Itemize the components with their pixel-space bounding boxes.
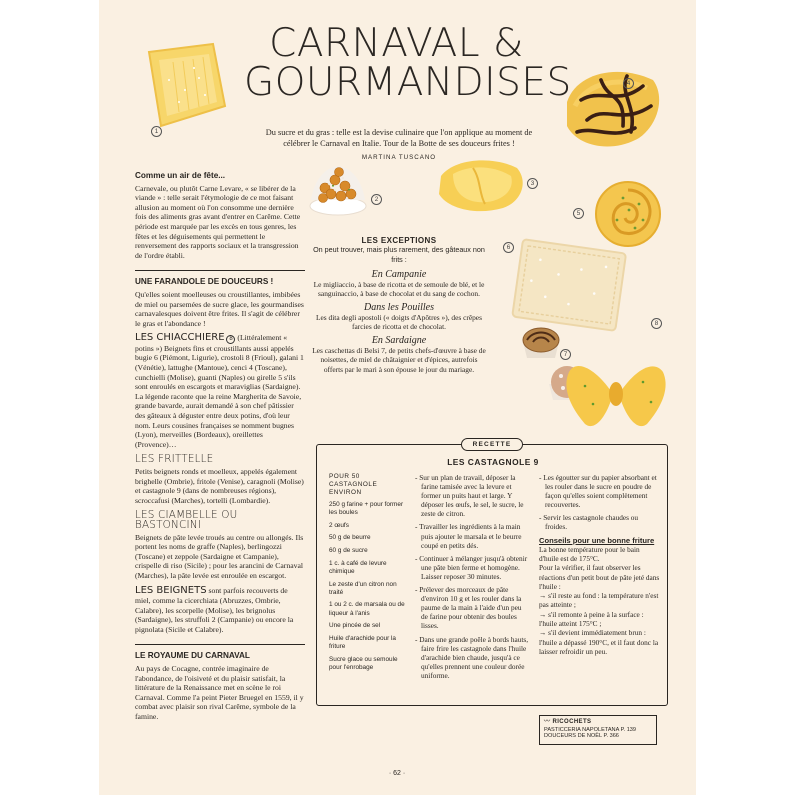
conseils-heading: Conseils pour une bonne friture — [539, 535, 655, 545]
heading-royaume: LE ROYAUME DU CARNAVAL — [135, 644, 305, 661]
recipe-step: - Servir les castagnole chaudes ou froides. — [539, 513, 639, 532]
text-campanie: Le migliaccio, à base de ricotta et de semoule de blé, et le sanguinaccio, à base de chocolat et du sang de cochon. — [313, 280, 485, 299]
recipe-step: - Les égoutter sur du papier absorbant et les rouler dans le sucre en poudre de façon qu'elles soient complètement recouvertes. — [539, 473, 657, 510]
recipe-tag: RECETTE — [461, 438, 523, 451]
magazine-page — [99, 0, 696, 795]
region-sardaigne: En Sardaigne — [371, 334, 427, 346]
conseil-line: La bonne température pour le bain d'huile est de 175°C. — [539, 544, 640, 563]
heading-chiacchiere: LES CHIACCHIERE — [135, 332, 225, 344]
recipe-box — [316, 441, 668, 706]
ingredient-item: 1 ou 2 c. de marsala ou de liqueur à l'anis — [329, 601, 405, 617]
struffoli-photo — [305, 158, 371, 218]
caschettas-photo — [519, 318, 563, 362]
steps-column-1 — [415, 473, 529, 684]
page-number: · 62 · — [388, 770, 406, 777]
ingredient-item: 1 c. à café de levure chimique — [329, 559, 387, 575]
conseil-line: → s'il reste au fond : la température n'est pas atteinte ; — [539, 591, 659, 610]
ingredients-list — [329, 473, 407, 677]
heading-comme-un-air: Comme un air de fête... — [135, 171, 226, 180]
text-beignets: sont parfois recouverts de miel, comme la cicerchiata (Abruzzes, Ombrie, Calabre), les scorpelle (Molise), les brignolus (Sardaigne), les struffoli 2 (Campanie) ou encore la pignolata (Sicile et Calabre). — [135, 586, 294, 634]
chiacchiere-photo — [433, 156, 529, 214]
steps-column-2 — [539, 473, 661, 656]
photo-number-5: 5 — [573, 208, 584, 219]
text-frittelle: Petits beignets ronds et moelleux, appelés également brighelle (Ombrie), fritole (Venise), caragnoli (Molise) et castagnole 9 (dans de nombreuses régions), scroccafusi (Marches), tortelli (Lombardie). — [135, 466, 304, 505]
recipe-step: - Dans une grande poêle à bords hauts, faire frire les castagnole dans l'huile d'arachide bien chaude, jusqu'à ce qu'elles prennent une couleur dorée uniforme. — [415, 634, 529, 680]
text-ciambelle: Beignets de pâte levée troués au centre ou allongés. Ils portent les noms de graffe (Naples), berlingozzi (Toscane) et zeppole (Sardaigne et Campanie), crispelle di riso (Sicile) ; pour les arancini de Carnaval (Marches), la pâte levée est enroulée en escargot. — [135, 532, 304, 580]
ingredient-item: Une pincée de sel — [329, 622, 381, 630]
paragraph-farandole: Qu'elles soient moelleuses ou croustillantes, imbibées de miel ou parsemées de sucre glace, les gourmandises carnavalesques doivent être frites. Il s'agit de célébrer le gras et l'abondance ! — [135, 289, 304, 328]
photo-number-3: 3 — [527, 178, 538, 189]
region-campanie: En Campanie — [371, 268, 427, 280]
section-beignets — [135, 586, 305, 634]
text-sardaigne: Les caschettas di Belsi 7, de petits chefs-d'œuvre à base de noisettes, de miel de châtaignier et d'épices, autrefois offerts par le mari à son épouse le jour du mariage. — [312, 345, 486, 374]
recipe-step: - Prélever des morceaux de pâte d'environ 10 g et les rouler dans la paume de la main à l'aide d'un peu de farine pour obtenir des boules lisses. — [415, 585, 522, 631]
ingredient-item: Sucre glace ou semoule pour l'enrobage — [329, 655, 398, 672]
left-column — [135, 164, 305, 727]
farfalle-photo — [563, 352, 669, 438]
intro-paragraph: Du sucre et du gras : telle est la devise culinaire que l'on applique au moment de célébrer le Carnaval en Italie. Tour de la Botte de ses douceurs frites ! — [265, 128, 533, 148]
ingredient-item: 250 g farine + pour former les boules — [329, 500, 404, 516]
cenci-photo — [561, 66, 663, 152]
ingredient-item: 50 g de beurre — [329, 534, 371, 542]
title-line-1: CARNAVAL & — [269, 21, 524, 66]
photo-number-7: 7 — [560, 349, 571, 360]
photo-number-8: 8 — [651, 318, 662, 329]
text-royaume: Au pays de Cocagne, contrée imaginaire de l'abondance, de l'oisiveté et du plaisir satisfait, la littérature de la Renaissance met en scène le roi Carnaval. Comme l'a peint Pieter Bruegel en 1559, il y combat avec plaisir son rival Carême, symbole de la famine. — [135, 664, 304, 721]
ingredients-heading: POUR 50 CASTAGNOLE ENVIRON — [329, 473, 378, 497]
region-pouilles: Dans les Pouilles — [364, 301, 434, 313]
author-name: MARTINA TUSCANO — [361, 154, 437, 161]
ingredient-item: 60 g de sucre — [329, 546, 368, 554]
recipe-step: - Sur un plan de travail, déposer la farine tamisée avec la levure et former un puits haut et large. Y déposer les œufs, le sel, le sucre, le zeste de citron. — [415, 473, 524, 519]
page-title — [244, 21, 572, 105]
recipe-title: LES CASTAGNOLE 9 — [447, 457, 539, 467]
ricochets-heading: 〰 RICOCHETS — [544, 719, 592, 725]
squiggle-icon: 〰 — [544, 719, 551, 725]
ricochets-link-1[interactable]: PASTICCERIA NAPOLETANA P. 139 — [544, 726, 637, 733]
photo-number-1: 1 — [151, 126, 162, 137]
ricochets-link-2[interactable]: DOUCEURS DE NOËL P. 366 — [544, 733, 619, 740]
conseil-line: → s'il remonte à peine à la surface : l'huile atteint 175°C ; — [539, 609, 644, 629]
text-chiacchiere: (Littéralement « potins ») Beignets fins et croustillants aussi appelés bugie 6 (Piémont, Ligurie), crostoli 8 (Frioul), galani 1 (Vénétie), lattughe (Mantoue), cenci 4 (Toscane), cunchielli (Molise), guanti (Naples) ou girelle 5 s'ils sont enroulés en escargots et maraviglias (Sardaigne). La légende raconte que la reine Margherita de Savoie, grande bavarde, aurait demandé à son chef pâtissier des gâteaux à déguster entre deux potins, d'où leur nom. Leurs cousines françaises se nomment bugnes (Lyon), merveilles (Bordeaux), oreillettes (Provence)… — [135, 333, 304, 449]
exceptions-section — [310, 236, 488, 374]
title-line-2: GOURMANDISES — [244, 60, 572, 105]
conseil-line: → s'il devient immédiatement brun : l'huile a dépassé 190°C, et il faut donc la laisser refroidir un peu. — [539, 628, 659, 656]
heading-ciambelle: LES CIAMBELLE OU BASTONCINI — [135, 509, 238, 531]
section-chiacchiere — [135, 333, 305, 449]
ricochets-box — [539, 715, 657, 745]
photo-number-6: 6 — [503, 242, 514, 253]
galani-photo — [139, 40, 229, 132]
paragraph-etymology: Carnevale, ou plutôt Carne Levare, « se libérer de la viande » : telle serait l'étymologie de ce mot faisant allusion au moment où l'on consomme une dernière fois des aliments gras avant d'entrer en Carême. Cette période est marquée par les excès en tous genres, les fêtes et les déguisements qui permettent le renversement des rapports sociaux et la transgression de l'ordre établi. — [135, 183, 301, 260]
exceptions-heading: LES EXCEPTIONS — [361, 236, 437, 245]
conseil-line: Pour la vérifier, il faut observer les réactions d'un petit bout de pâte jeté dans l'huile : — [539, 563, 660, 591]
heading-farandole: UNE FARANDOLE DE DOUCEURS ! — [135, 270, 305, 287]
photo-number-4: 4 — [623, 78, 634, 89]
heading-beignets: LES BEIGNETS — [135, 585, 207, 597]
heading-frittelle: LES FRITTELLE — [135, 453, 214, 466]
ingredient-item: Le zeste d'un citron non traité — [329, 580, 397, 596]
photo-number-2: 2 — [371, 194, 382, 205]
exceptions-subheading: On peut trouver, mais plus rarement, des gâteaux non frits : — [313, 245, 485, 264]
chiacchiere-number: 8 — [226, 335, 235, 344]
text-pouilles: Les dita degli apostoli (« doigts d'Apôtres »), des crêpes farcies de ricotta et de chocolat. — [316, 313, 482, 332]
recipe-step: - Continuer à mélanger jusqu'à obtenir une pâte bien ferme et homogène. Laisser reposer 30 minutes. — [415, 553, 528, 581]
recipe-step: - Travailler les ingrédients à la main puis ajouter le marsala et le beurre coupé en petits dés. — [415, 522, 522, 550]
ingredient-item: 2 œufs — [329, 521, 349, 529]
ingredient-item: Huile d'arachide pour la friture — [329, 635, 396, 651]
